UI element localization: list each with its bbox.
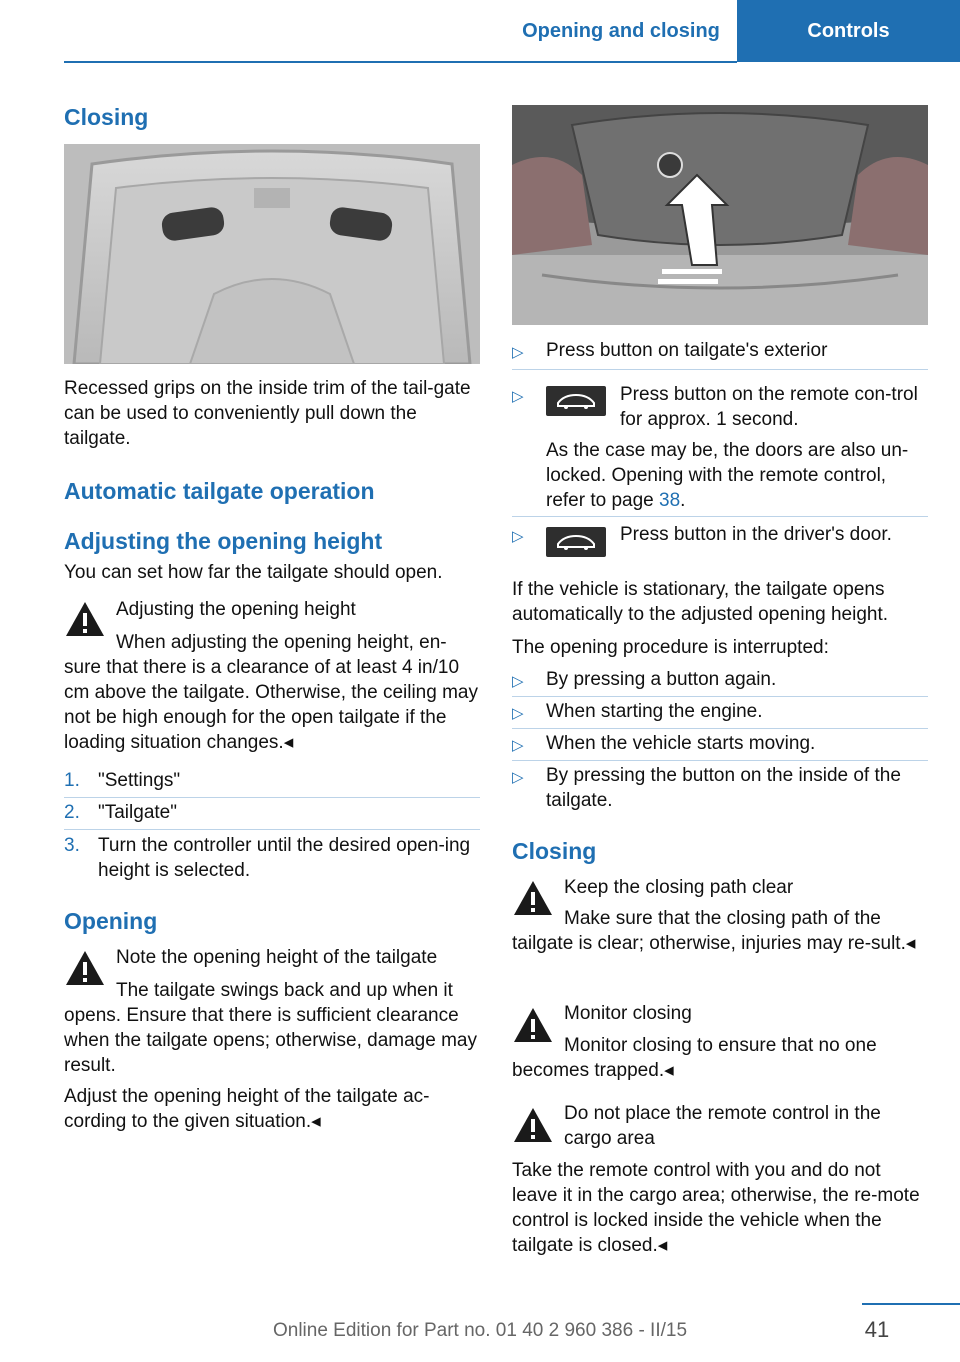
interrupt-item: By pressing a button again. <box>546 669 777 690</box>
warning-monitor-text: Monitor closing to ensure that no one becomes trapped.◂ <box>512 1035 877 1081</box>
warning-remote-text: Take the remote control with you and do not leave it in the cargo area; otherwise, the re-mote control is locked inside the vehicle when the tailgate is closed.◂ <box>512 1160 920 1256</box>
car-rear-icon <box>546 386 606 416</box>
door-tailgate-button-icon <box>546 527 606 557</box>
step-number: 3. <box>64 835 80 856</box>
warning-adjust-title: Adjusting the opening height <box>116 599 356 620</box>
warning-open-title: Note the opening height of the tailgate <box>116 947 438 968</box>
warning-monitor-title: Monitor closing <box>564 1003 692 1024</box>
bullet-arrow-icon: ▷ <box>512 769 524 786</box>
bullet-remote-text: Press button on the remote con-trol for approx. 1 second. <box>620 384 918 430</box>
interrupt-item: When starting the engine. <box>546 701 763 722</box>
tailgate-exterior-illustration <box>512 105 928 325</box>
page-number: 41 <box>864 1317 890 1342</box>
bullet-divider <box>512 369 928 370</box>
bullet-arrow-icon: ▷ <box>512 344 524 361</box>
page-38-link[interactable]: 38 <box>659 490 681 511</box>
warning-icon <box>512 1106 554 1144</box>
bullet-arrow-icon: ▷ <box>512 388 524 405</box>
bullet-arrow-icon: ▷ <box>512 705 524 722</box>
warning-path-text: Make sure that the closing path of the tailgate is clear; otherwise, injuries may re-sult.◂ <box>512 908 916 954</box>
adjust-intro: You can set how far the tailgate should open. <box>64 562 443 583</box>
header-section-tab: Opening and closing <box>522 19 720 42</box>
step-divider <box>64 829 480 830</box>
bullet-arrow-icon: ▷ <box>512 673 524 690</box>
opening-heading: Opening <box>64 908 158 934</box>
step-number: 1. <box>64 770 80 791</box>
tailgate-inside-figure <box>64 144 480 364</box>
header-rule <box>64 61 737 63</box>
step-number: 2. <box>64 802 80 823</box>
adjust-situation-text: Adjust the opening height of the tailgate ac-cording to the given situation.◂ <box>64 1086 430 1132</box>
header-chapter-tab: Controls <box>737 0 960 62</box>
bullet-door-text: Press button in the driver's door. <box>620 524 892 545</box>
remote-note-end: . <box>680 490 686 511</box>
bullet-divider <box>512 696 928 697</box>
remote-tailgate-icon <box>546 386 606 416</box>
closing-heading-right: Closing <box>512 838 597 864</box>
warning-adjust-text: When adjusting the opening height, en-sure that there is a clearance of at least 4 in/10 cm above the tailgate. Otherwise, the ceiling may not be high enough for the open tailgate if the loading situation changes.◂ <box>64 632 478 753</box>
stationary-text: If the vehicle is stationary, the tailgate opens automatically to the adjusted opening height. <box>512 579 889 625</box>
adjust-height-heading: Adjusting the opening height <box>64 528 383 554</box>
step-text: "Settings" <box>98 770 181 791</box>
bullet-arrow-icon: ▷ <box>512 737 524 754</box>
tailgate-inside-illustration <box>64 144 480 364</box>
footer-edition: Online Edition for Part no. 01 40 2 960 386 - II/15 <box>272 1320 688 1341</box>
remote-note <box>546 438 928 513</box>
car-rear-icon <box>546 527 606 557</box>
bullet-divider <box>512 516 928 517</box>
warning-open-text: The tailgate swings back and up when it opens. Ensure that there is sufficient clearance when the tailgate opens; otherwise, damage may result. <box>64 980 477 1076</box>
bullet-divider <box>512 728 928 729</box>
auto-tailgate-heading: Automatic tailgate operation <box>64 478 375 504</box>
bullet-arrow-icon: ▷ <box>512 528 524 545</box>
bullet-divider <box>512 760 928 761</box>
closing-heading: Closing <box>64 104 149 130</box>
bullet-exterior-text: Press button on tailgate's exterior <box>546 340 828 361</box>
warning-remote-title: Do not place the remote control in the cargo area <box>564 1103 881 1149</box>
step-text: "Tailgate" <box>98 802 177 823</box>
remote-note-text: As the case may be, the doors are also un-locked. Opening with the remote control, refer to page <box>546 440 909 511</box>
step-text: Turn the controller until the desired open-ing height is selected. <box>98 835 471 881</box>
closing-text: Recessed grips on the inside trim of the tail-gate can be used to conveniently pull down the tailgate. <box>64 378 471 449</box>
tailgate-exterior-figure <box>512 105 928 325</box>
footer-rule <box>862 1303 960 1305</box>
interrupted-text: The opening procedure is interrupted: <box>512 637 829 658</box>
warning-path-title: Keep the closing path clear <box>564 877 794 898</box>
step-divider <box>64 797 480 798</box>
interrupt-item: When the vehicle starts moving. <box>546 733 816 754</box>
interrupt-item: By pressing the button on the inside of the tailgate. <box>546 765 901 811</box>
